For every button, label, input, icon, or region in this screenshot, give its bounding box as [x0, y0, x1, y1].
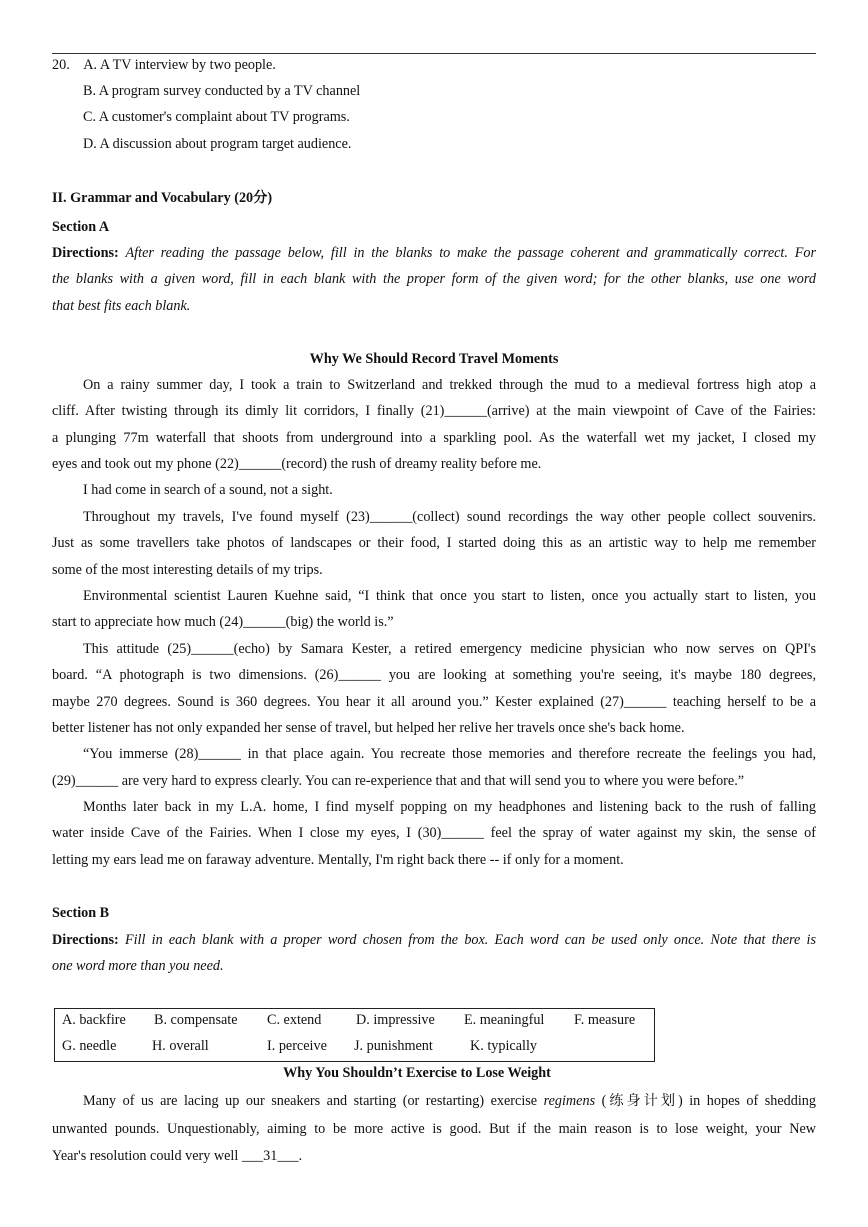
section-a-directions-line: Directions: After reading the passage below, fill in the blanks to make the passage coherent and grammatically correct. For	[52, 245, 816, 261]
question-number: 20.	[52, 57, 70, 73]
question-20	[52, 56, 276, 74]
top-rule	[52, 53, 816, 54]
word-option: D. impressive	[356, 1012, 435, 1028]
passage-line: a plunging 77m waterfall that shoots from underground into a sparkling pool. As the waterfall wet my jacket, I closed my	[52, 430, 816, 446]
passage-line: Environmental scientist Lauren Kuehne said, “I think that once you start to listen, once you actually start to listen, you	[83, 588, 816, 604]
section-b-directions-line: one word more than you need.	[52, 958, 224, 974]
passage-line: letting my ears lead me on faraway adventure. Mentally, I'm right back there -- if only for a moment.	[52, 852, 624, 868]
passage-line: Months later back in my L.A. home, I find myself popping on my headphones and listening back to the rush of falling	[83, 799, 816, 815]
option-d: D. A discussion about program target audience.	[83, 136, 352, 152]
word-option: C. extend	[267, 1012, 322, 1028]
passage-line: (29)______ are very hard to express clearly. You can re-experience that and that will send you to where you were before.”	[52, 773, 745, 789]
italic-term: regimens	[543, 1093, 596, 1109]
passage-line: Throughout my travels, I've found myself (23)______(collect) sound recordings the way other people collect souvenirs.	[83, 509, 816, 525]
directions-label: Directions:	[52, 932, 119, 948]
option-c: C. A customer's complaint about TV programs.	[83, 109, 350, 125]
passage-line: “You immerse (28)______ in that place again. You recreate those memories and therefore recreate the feelings you had,	[83, 746, 816, 762]
passage-line: water inside Cave of the Fairies. When I close my eyes, I (30)______ feel the spray of water against my skin, the sense of	[52, 825, 816, 841]
passage-line: On a rainy summer day, I took a train to Switzerland and trekked through the mud to a medieval fortress high atop a	[83, 377, 816, 393]
passage-line: eyes and took out my phone (22)______(record) the rush of dreamy reality before me.	[52, 456, 542, 472]
word-option: E. meaningful	[464, 1012, 545, 1028]
word-option: I. perceive	[267, 1038, 327, 1054]
passage-line: cliff. After twisting through its dimly lit corridors, I finally (21)______(arrive) at the main viewpoint of Cave of the Fairies:	[52, 403, 816, 419]
passage-line: start to appreciate how much (24)______(big) the world is.”	[52, 614, 394, 630]
passage-line: Just as some travellers take photos of landscapes or their food, I started doing this as an artistic way to help me remember	[52, 535, 816, 551]
word-option: G. needle	[62, 1038, 117, 1054]
word-option: B. compensate	[154, 1012, 238, 1028]
passage-line: some of the most interesting details of my trips.	[52, 562, 323, 578]
passage-line: Year's resolution could very well ___31___.	[52, 1148, 303, 1164]
passage-line: Many of us are lacing up our sneakers and starting (or restarting) exercise regimens (练身计划) in hopes of shedding	[83, 1093, 816, 1109]
word-option: H. overall	[152, 1038, 209, 1054]
word-option: F. measure	[574, 1012, 636, 1028]
passage-line: unwanted pounds. Unquestionably, aiming to be more active is good. But if the main reason is to lose weight, your New	[52, 1121, 816, 1137]
directions-label: Directions:	[52, 245, 119, 261]
passage-b-title: Why You Shouldn’t Exercise to Lose Weight	[283, 1065, 551, 1081]
section-b-directions-line: Directions: Fill in each blank with a proper word chosen from the box. Each word can be used only once. Note that there is	[52, 932, 817, 948]
passage-a-title: Why We Should Record Travel Moments	[309, 351, 559, 367]
part-heading: II. Grammar and Vocabulary (20分)	[52, 190, 273, 206]
passage-line: board. “A photograph is two dimensions. (26)______ you are looking at something you're seeing, it's maybe 180 degrees,	[52, 667, 816, 683]
section-a-directions-line: that best fits each blank.	[52, 298, 191, 314]
word-option: A. backfire	[62, 1012, 126, 1028]
option-b: B. A program survey conducted by a TV channel	[83, 83, 361, 99]
passage-line: maybe 270 degrees. Sound is 360 degrees. You hear it all around you.” Kester explained (27)______ teaching herself to be a	[52, 694, 816, 710]
word-option: K. typically	[470, 1038, 537, 1054]
section-a-directions-line: the blanks with a given word, fill in each blank with the proper form of the given word; for the other blanks, use one word	[52, 271, 816, 287]
passage-line: I had come in search of a sound, not a sight.	[83, 482, 333, 498]
section-a-label: Section A	[52, 219, 110, 235]
passage-line: better listener has not only expanded her sense of travel, but helped her relive her travels once she's back home.	[52, 720, 685, 736]
passage-line: This attitude (25)______(echo) by Samara Kester, a retired emergency medicine physician who now serves on QPI's	[83, 641, 816, 657]
word-option: J. punishment	[354, 1038, 433, 1054]
option-a: A. A TV interview by two people.	[83, 57, 276, 73]
section-b-label: Section B	[52, 905, 110, 921]
